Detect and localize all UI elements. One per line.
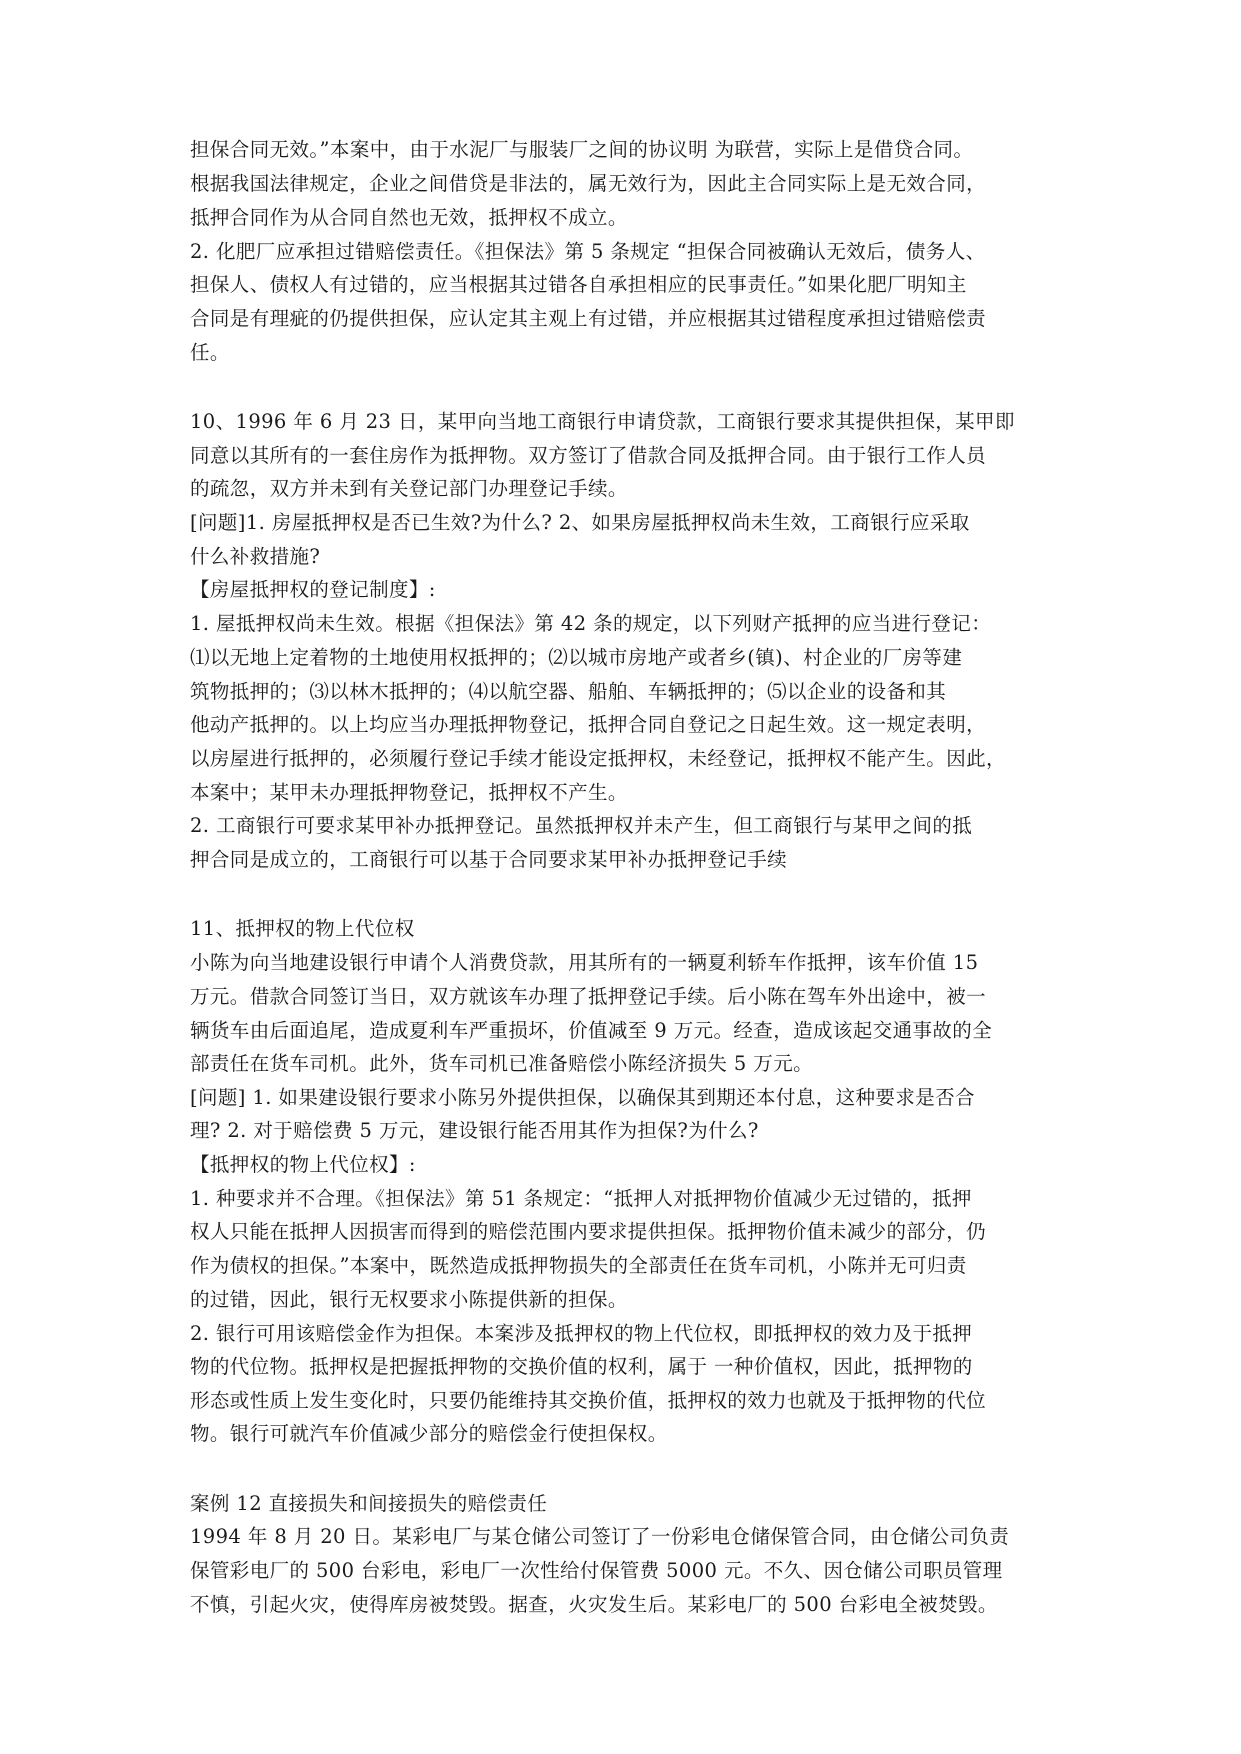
text-line: 辆货车由后面追尾，造成夏利车严重损坏，价值减至 9 万元。经查，造成该起交通事故的全 xyxy=(190,1019,993,1042)
case-title: 案例 12 直接损失和间接损失的赔偿责任 xyxy=(190,1492,548,1515)
text-line: 2. 化肥厂应承担过错赔偿责任。《担保法》第 5 条规定 “担保合同被确认无效后，债务人、 xyxy=(190,240,986,263)
text-line: 1. 种要求并不合理。《担保法》第 51 条规定：“抵押人对抵押物价值减少无过错的，抵押 xyxy=(190,1187,972,1210)
text-line: 抵押合同作为从合同自然也无效，抵押权不成立。 xyxy=(190,206,628,229)
text-line: 2. 工商银行可要求某甲补办抵押登记。虽然抵押权并未产生，但工商银行与某甲之间的抵 xyxy=(190,814,973,837)
text-line: 1994 年 8 月 20 日。某彩电厂与某仓储公司签订了一份彩电仓储保管合同，由仓储公司负责 xyxy=(190,1525,1010,1548)
text-line: 根据我国法律规定，企业之间借贷是非法的，属无效行为，因此主合同实际上是无效合同， xyxy=(190,172,987,195)
text-line: 形态或性质上发生变化时，只要仍能维持其交换价值，抵押权的效力也就及于抵押物的代位 xyxy=(190,1389,987,1412)
text-line: ⑴以无地上定着物的土地使用权抵押的；⑵以城市房地产或者乡(镇)、村企业的厂房等建 xyxy=(190,646,963,669)
text-line: 任。 xyxy=(190,341,230,364)
text-line: 什么补救措施? xyxy=(190,545,321,568)
text-line: 1. 屋抵押权尚未生效。根据《担保法》第 42 条的规定，以下列财产抵押的应当进行登记： xyxy=(190,612,992,635)
text-line: 担保合同无效。”本案中，由于水泥厂与服装厂之间的协议明 为联营，实际上是借贷合同。 xyxy=(190,138,974,161)
text-line: 理? 2. 对于赔偿费 5 万元，建设银行能否用其作为担保?为什么? xyxy=(190,1119,759,1142)
text-line: 他动产抵押的。以上均应当办理抵押物登记，抵押合同自登记之日起生效。这一规定表明， xyxy=(190,713,987,736)
text-line: 部责任在货车司机。此外，货车司机已准备赔偿小陈经济损失 5 万元。 xyxy=(190,1052,814,1075)
section-heading: 【房屋抵押权的登记制度】: xyxy=(190,578,436,601)
text-line: 不慎，引起火灾，使得库房被焚毁。据查，火灾发生后。某彩电厂的 500 台彩电全被焚毁。 xyxy=(190,1593,998,1616)
text-line: [问题] 1. 如果建设银行要求小陈另外提供担保，以确保其到期还本付息，这种要求是否合 xyxy=(190,1086,975,1109)
text-line: [问题]1. 房屋抵押权是否已生效?为什么? 2、如果房屋抵押权尚未生效，工商银行应采取 xyxy=(190,511,970,534)
text-line: 以房屋进行抵押的，必须履行登记手续才能设定抵押权，未经登记，抵押权不能产生。因此， xyxy=(190,747,1006,770)
text-line: 同意以其所有的一套住房作为抵押物。双方签订了借款合同及抵押合同。由于银行工作人员 xyxy=(190,444,987,467)
text-line: 2. 银行可用该赔偿金作为担保。本案涉及抵押权的物上代位权，即抵押权的效力及于抵押 xyxy=(190,1322,973,1345)
text-line: 小陈为向当地建设银行申请个人消费贷款，用其所有的一辆夏利轿车作抵押，该车价值 15 xyxy=(190,951,979,974)
text-line: 物。银行可就汽车价值减少部分的赔偿金行使担保权。 xyxy=(190,1422,668,1445)
text-line: 合同是有理疵的仍提供担保，应认定其主观上有过错，并应根据其过错程度承担过错赔偿责 xyxy=(190,307,987,330)
section-heading: 【抵押权的物上代位权】: xyxy=(190,1153,416,1176)
text-line: 作为债权的担保。”本案中，既然造成抵押物损失的全部责任在货车司机，小陈并无可归责 xyxy=(190,1254,967,1277)
text-line: 担保人、债权人有过错的，应当根据其过错各自承担相应的民事责任。”如果化肥厂明知主 xyxy=(190,273,967,296)
text-line: 的疏忽，双方并未到有关登记部门办理登记手续。 xyxy=(190,477,628,500)
text-line: 的过错，因此，银行无权要求小陈提供新的担保。 xyxy=(190,1288,628,1311)
text-line: 权人只能在抵押人因损害而得到的赔偿范围内要求提供担保。抵押物价值未减少的部分，仍 xyxy=(190,1220,987,1243)
text-line: 万元。借款合同签订当日，双方就该车办理了抵押登记手续。后小陈在驾车外出途中，被一 xyxy=(190,985,987,1008)
text-line: 物的代位物。抵押权是把握抵押物的交换价值的权利，属于 一种价值权，因此，抵押物的 xyxy=(190,1355,973,1378)
text-line: 押合同是成立的，工商银行可以基于合同要求某甲补办抵押登记手续 xyxy=(190,848,788,871)
case-title: 11、抵押权的物上代位权 xyxy=(190,917,415,940)
text-line: 保管彩电厂的 500 台彩电，彩电厂一次性给付保管费 5000 元。不久、因仓储公司职员管理 xyxy=(190,1559,1003,1582)
text-line: 本案中；某甲未办理抵押物登记，抵押权不产生。 xyxy=(190,781,628,804)
text-line: 10、1996 年 6 月 23 日，某甲向当地工商银行申请贷款，工商银行要求其提供担保，某甲即 xyxy=(190,410,1015,433)
text-line: 筑物抵押的；⑶以林木抵押的；⑷以航空器、船舶、车辆抵押的；⑸以企业的设备和其 xyxy=(190,680,947,703)
